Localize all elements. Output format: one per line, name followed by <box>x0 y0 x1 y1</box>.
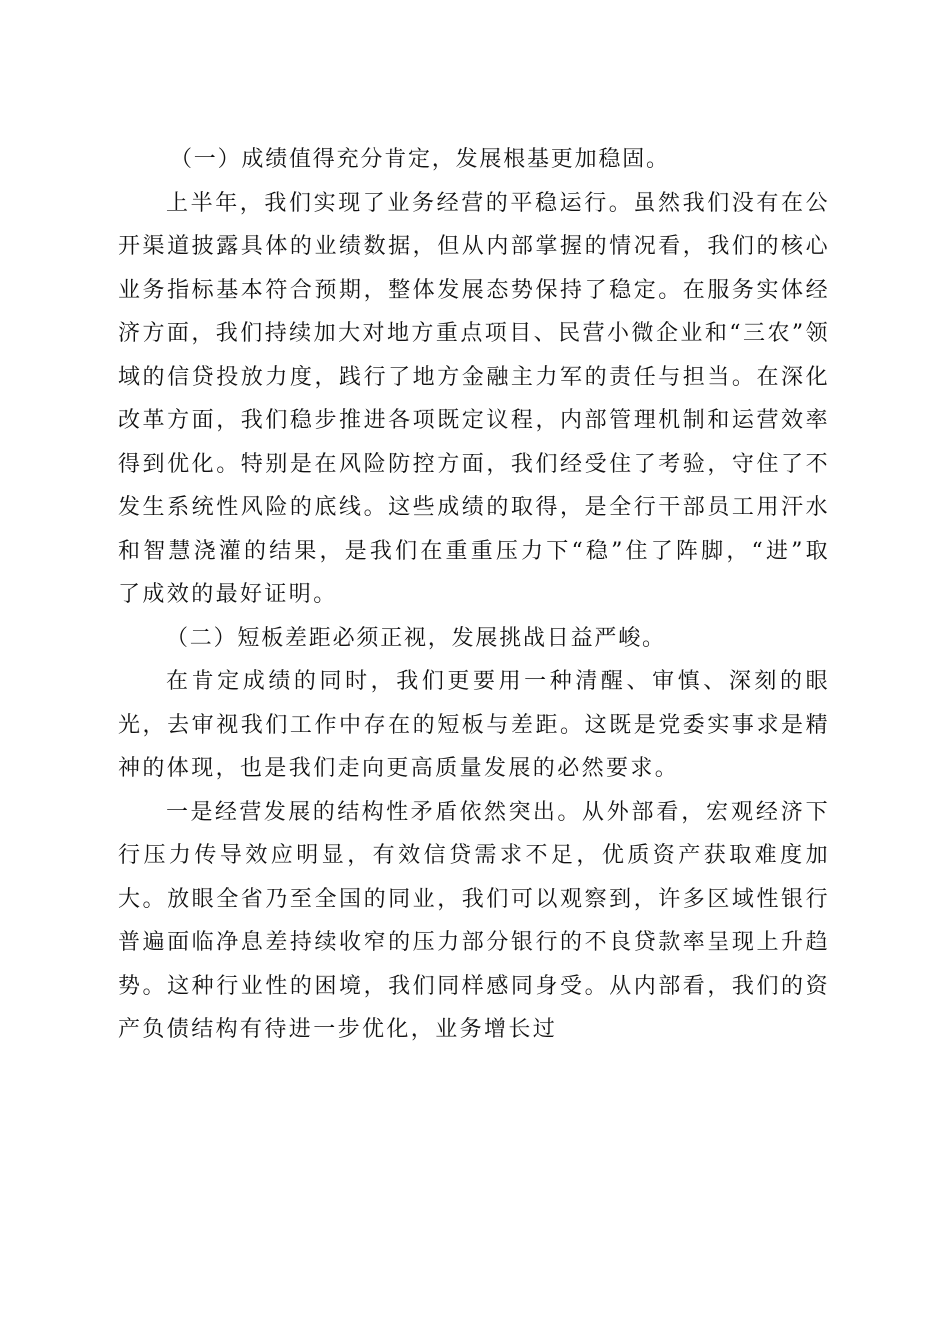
section-heading-1: （一）成绩值得充分肯定，发展根基更加稳固。 <box>170 147 670 172</box>
section-paragraph-1: 上半年，我们实现了业务经营的平稳运行。虽然我们没有在公开渠道披露具体的业绩数据，但从内部掌握的情况看，我们的核心业务指标基本符合预期，整体发展态势保持了稳定。在服务实体经济方面，我们持续加大对地方重点项目、民营小微企业和“三农”领域的信贷投放力度，践行了地方金融主力军的责任与担当。在深化改革方面，我们稳步推进各项既定议程，内部管理机制和运营效率得到优化。特别是在风险防控方面，我们经受住了考验，守住了不发生系统性风险的底线。这些成绩的取得，是全行干部员工用汗水和智慧浇灌的结果，是我们在重重压力下“稳”住了阵脚，“进”取了成效的最好证明。 <box>118 190 830 607</box>
section-paragraph-2: 在肯定成绩的同时，我们更要用一种清醒、审慎、深刻的眼光，去审视我们工作中存在的短板与差距。这既是党委实事求是精神的体现，也是我们走向更高质量发展的必然要求。 <box>118 669 830 781</box>
section-heading-2: （二）短板差距必须正视，发展挑战日益严峻。 <box>166 625 666 651</box>
point-body-1: 从外部看，宏观经济下行压力传导效应明显，有效信贷需求不足，优质资产获取难度加大。放眼全省乃至全国的同业，我们可以观察到，许多区域性银行普遍面临净息差持续收窄的压力部分银行的不良贷款率呈现上升趋势。这种行业性的困境，我们同样感同身受。从内部看，我们的资产负债结构有待进一步优化，业务增长过 <box>118 799 830 1042</box>
document-body <box>118 138 830 1052</box>
point-lead-1: 一是经营发展的结构性矛盾依然突出。 <box>166 799 582 825</box>
point-paragraph-1 <box>118 791 830 1052</box>
